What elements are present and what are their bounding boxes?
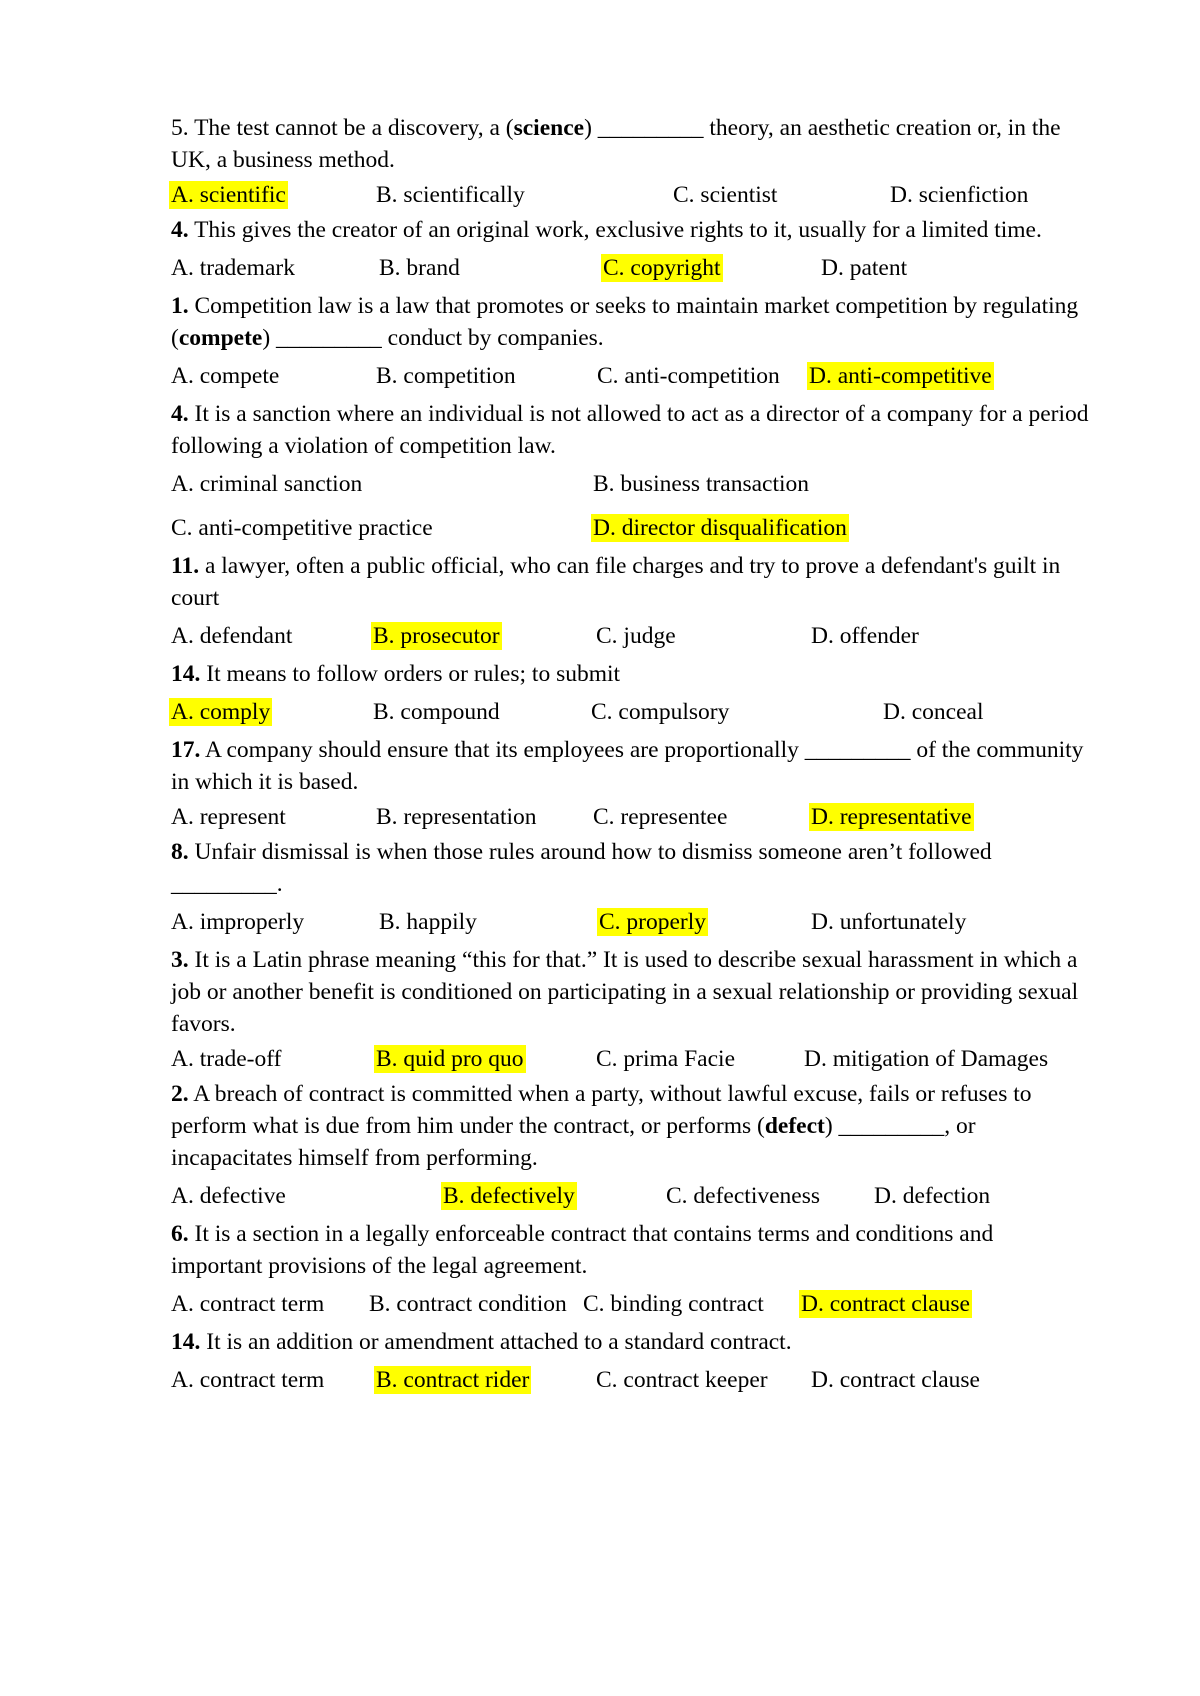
question-text — [171, 1218, 1090, 1282]
option-a-label: A. comply — [171, 699, 271, 725]
option-c-label: C. prima Facie — [596, 1046, 736, 1072]
question-12 — [171, 1326, 1090, 1402]
option-d-label: D. conceal — [883, 699, 984, 725]
option-c-label: C. binding contract — [583, 1291, 764, 1317]
option-c — [666, 1174, 820, 1218]
option-d-label: D. contract clause — [801, 1291, 970, 1317]
question-text — [171, 734, 1090, 798]
question-text — [171, 550, 1090, 614]
question-number: 3. — [171, 947, 189, 973]
answer-options — [171, 176, 1090, 214]
option-b — [376, 176, 525, 214]
option-d-label: D. offender — [811, 623, 919, 649]
question-1 — [171, 112, 1090, 214]
question-text-post: ) _________ theory, an aesthetic creation or, in the UK, a business method. — [171, 115, 1061, 173]
option-a — [171, 798, 286, 836]
option-d — [811, 900, 966, 944]
answer-options — [171, 246, 1090, 290]
option-c — [596, 1358, 768, 1402]
question-keyword: science — [513, 115, 585, 141]
answer-options — [171, 1358, 1090, 1402]
question-7 — [171, 734, 1090, 836]
question-2 — [171, 214, 1090, 290]
option-c — [596, 614, 676, 658]
option-c-label: C. representee — [593, 804, 728, 830]
question-number: 8. — [171, 839, 189, 865]
option-b — [379, 900, 477, 944]
question-text-pre: A company should ensure that its employees are proportionally _________ of the community in which it is based. — [171, 737, 1084, 795]
answer-options — [171, 690, 1090, 734]
option-a — [171, 462, 362, 506]
option-b-label: B. contract condition — [369, 1291, 567, 1317]
option-a-label: A. improperly — [171, 909, 305, 935]
question-text-pre: It is a section in a legally enforceable contract that contains terms and conditions and important provisions of the legal agreement. — [171, 1221, 994, 1279]
option-a-label: A. represent — [171, 804, 286, 830]
option-c-label: C. compulsory — [591, 699, 730, 725]
question-number: 17. — [171, 737, 201, 763]
option-c-label: C. anti-competition — [597, 363, 780, 389]
answer-options — [171, 1282, 1090, 1326]
question-number: 6. — [171, 1221, 189, 1247]
question-text — [171, 1326, 1090, 1358]
question-keyword: defect — [764, 1113, 825, 1139]
option-d-label: D. anti-competitive — [809, 363, 992, 389]
option-c — [583, 1282, 764, 1326]
option-c — [596, 1040, 735, 1078]
question-text-pre: It means to follow orders or rules; to submit — [200, 661, 621, 687]
answer-options — [171, 354, 1090, 398]
question-number: 5. — [171, 115, 189, 141]
option-a — [171, 1174, 286, 1218]
option-c — [171, 506, 433, 550]
option-b — [376, 1358, 531, 1402]
option-d — [890, 176, 1028, 214]
question-text-pre: Unfair dismissal is when those rules around how to dismiss someone aren’t followed _________. — [171, 839, 992, 897]
question-text — [171, 658, 1090, 690]
option-d-label: D. patent — [821, 255, 908, 281]
answer-options — [171, 1040, 1090, 1078]
option-c-label: C. anti-competitive practice — [171, 515, 433, 541]
question-4 — [171, 398, 1090, 550]
question-text-pre: Competition law is a law that promotes or seeks to maintain market competition by regulating ( — [171, 293, 1079, 351]
option-d — [804, 1040, 1048, 1078]
answer-options-row-1 — [171, 462, 1090, 506]
option-d — [809, 354, 994, 398]
option-a — [171, 1040, 282, 1078]
question-9 — [171, 944, 1090, 1078]
question-text — [171, 112, 1090, 176]
option-b — [443, 1174, 577, 1218]
question-number: 2. — [171, 1081, 189, 1107]
question-text-pre: This gives the creator of an original work, exclusive rights to it, usually for a limited time. — [188, 217, 1042, 243]
option-b — [376, 798, 537, 836]
option-c — [603, 246, 723, 290]
option-c — [673, 176, 777, 214]
option-b-label: B. business transaction — [593, 471, 810, 497]
question-text-post: ) _________ conduct by companies. — [262, 325, 604, 351]
option-b-label: B. brand — [379, 255, 460, 281]
option-a — [171, 1282, 324, 1326]
question-text-pre: It is a sanction where an individual is not allowed to act as a director of a company for a period following a violation of competition law. — [171, 401, 1089, 459]
question-10 — [171, 1078, 1090, 1218]
option-c-label: C. properly — [599, 909, 707, 935]
question-text — [171, 1078, 1090, 1174]
option-b-label: B. contract rider — [376, 1367, 530, 1393]
option-a-label: A. compete — [171, 363, 280, 389]
question-3 — [171, 290, 1090, 398]
option-a-label: A. contract term — [171, 1291, 325, 1317]
question-text — [171, 836, 1090, 900]
option-b — [373, 614, 502, 658]
option-b-label: B. defectively — [443, 1183, 575, 1209]
question-5 — [171, 550, 1090, 658]
option-a-label: A. contract term — [171, 1367, 325, 1393]
question-keyword: compete — [178, 325, 263, 351]
option-b — [593, 462, 809, 506]
question-6 — [171, 658, 1090, 734]
option-d — [821, 246, 907, 290]
answer-options — [171, 614, 1090, 658]
question-text — [171, 290, 1090, 354]
question-11 — [171, 1218, 1090, 1326]
option-d-label: D. contract clause — [811, 1367, 980, 1393]
option-d-label: D. mitigation of Damages — [804, 1046, 1049, 1072]
option-b — [373, 690, 500, 734]
option-c — [599, 900, 708, 944]
answer-options-row-2 — [171, 506, 1090, 550]
option-a-label: A. defective — [171, 1183, 286, 1209]
option-c — [591, 690, 729, 734]
question-text-pre: A breach of contract is committed when a party, without lawful excuse, fails or refuses to perform what is due from him under the contract, or performs ( — [171, 1081, 1032, 1139]
option-b — [369, 1282, 567, 1326]
option-d — [801, 1282, 972, 1326]
option-b-label: B. competition — [376, 363, 516, 389]
option-d-label: D. representative — [811, 804, 972, 830]
option-c — [593, 798, 727, 836]
option-b — [379, 246, 460, 290]
question-8 — [171, 836, 1090, 944]
question-number: 4. — [171, 401, 189, 427]
option-a-label: A. trademark — [171, 255, 295, 281]
question-text-pre: It is a Latin phrase meaning “this for that.” It is used to describe sexual harassment in which a job or another benefit is conditioned on participating in a sexual relationship or providing sexual favors. — [171, 947, 1079, 1037]
option-d-label: D. defection — [874, 1183, 991, 1209]
option-d-label: D. scienfiction — [890, 182, 1029, 208]
answer-options — [171, 900, 1090, 944]
option-b-label: B. happily — [379, 909, 477, 935]
option-c-label: C. contract keeper — [596, 1367, 768, 1393]
option-b-label: B. scientifically — [376, 182, 525, 208]
question-number: 4. — [171, 217, 189, 243]
option-b-label: B. prosecutor — [373, 623, 500, 649]
question-number: 11. — [171, 553, 200, 579]
question-text-post: ) _________, or incapacitates himself from performing. — [171, 1113, 976, 1171]
option-d — [811, 798, 974, 836]
option-c-label: C. copyright — [603, 255, 721, 281]
option-b — [376, 354, 516, 398]
question-text — [171, 214, 1090, 246]
answer-options — [171, 798, 1090, 836]
question-text — [171, 944, 1090, 1040]
question-text-pre: The test cannot be a discovery, a ( — [188, 115, 514, 141]
option-b-label: B. representation — [376, 804, 537, 830]
option-d-label: D. unfortunately — [811, 909, 967, 935]
option-b-label: B. quid pro quo — [376, 1046, 524, 1072]
option-a-label: A. defendant — [171, 623, 293, 649]
option-d — [874, 1174, 990, 1218]
question-text-pre: It is an addition or amendment attached to a standard contract. — [200, 1329, 792, 1355]
option-d — [811, 614, 919, 658]
option-c-label: C. judge — [596, 623, 676, 649]
question-number: 14. — [171, 1329, 201, 1355]
option-a — [171, 690, 272, 734]
option-b — [376, 1040, 526, 1078]
option-d-label: D. director disqualification — [593, 515, 847, 541]
option-a — [171, 354, 279, 398]
option-a-label: A. criminal sanction — [171, 471, 363, 497]
option-a — [171, 246, 295, 290]
question-number: 1. — [171, 293, 189, 319]
option-a — [171, 176, 288, 214]
option-a-label: A. scientific — [171, 182, 286, 208]
question-number: 14. — [171, 661, 201, 687]
option-c — [597, 354, 780, 398]
option-c-label: C. defectiveness — [666, 1183, 821, 1209]
option-a — [171, 1358, 324, 1402]
answer-options — [171, 1174, 1090, 1218]
option-d — [811, 1358, 980, 1402]
option-a — [171, 900, 304, 944]
option-b-label: B. compound — [373, 699, 500, 725]
question-text — [171, 398, 1090, 462]
option-d — [883, 690, 983, 734]
option-c-label: C. scientist — [673, 182, 778, 208]
option-a — [171, 614, 292, 658]
option-d — [593, 506, 849, 550]
question-text-pre: a lawyer, often a public official, who can file charges and try to prove a defendant's guilt in court — [171, 553, 1061, 611]
option-a-label: A. trade-off — [171, 1046, 282, 1072]
